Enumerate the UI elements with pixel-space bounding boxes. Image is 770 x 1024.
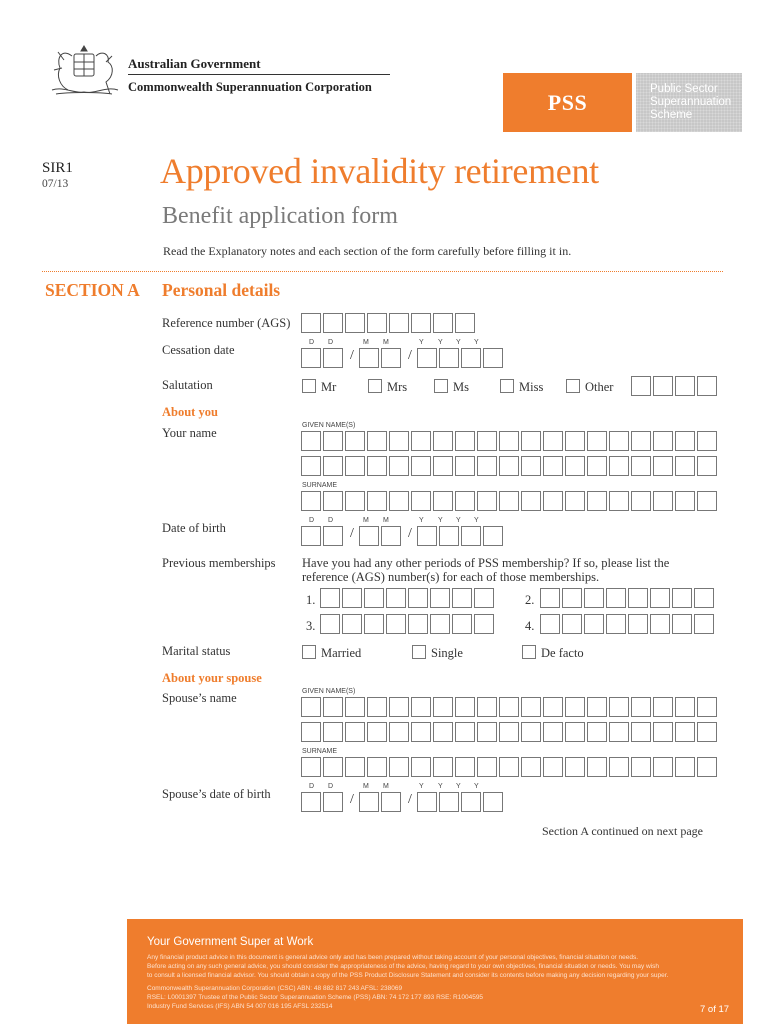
char-box[interactable] [386, 614, 406, 634]
char-box[interactable] [540, 588, 560, 608]
scheme-line-1: Public Sector [650, 83, 718, 95]
char-box[interactable] [653, 376, 673, 396]
char-box[interactable] [499, 456, 519, 476]
char-box[interactable] [455, 722, 475, 742]
date-hint-y: Y [456, 517, 461, 524]
char-box[interactable] [433, 722, 453, 742]
given-names-field-2[interactable] [301, 456, 719, 476]
pss-badge-label: PSS [547, 89, 588, 115]
char-box[interactable] [543, 431, 563, 451]
char-box[interactable] [323, 526, 343, 546]
continued-note: Section A continued on next page [542, 824, 703, 838]
footer-disclaimer-2: Before acting on any such general advice, you should consider the appropriateness of the advice, having regard to your own objectives, financial situation or needs. You may wish [147, 963, 660, 970]
char-box[interactable] [411, 697, 431, 717]
char-box[interactable] [609, 456, 629, 476]
married-label: Married [321, 646, 362, 660]
surname-hint: SURNAME [302, 482, 338, 489]
char-box[interactable] [499, 431, 519, 451]
char-box[interactable] [477, 722, 497, 742]
char-box[interactable] [323, 348, 343, 368]
form-date: 07/13 [42, 178, 69, 190]
scheme-description [636, 73, 742, 132]
char-box[interactable] [631, 431, 651, 451]
char-box[interactable] [474, 588, 494, 608]
char-box[interactable] [430, 614, 450, 634]
char-box[interactable] [653, 722, 673, 742]
membership-number-4-label: 4. [525, 619, 535, 633]
reference-label: Reference number (AGS) [162, 316, 291, 330]
char-box[interactable] [411, 431, 431, 451]
char-box[interactable] [411, 456, 431, 476]
char-box[interactable] [672, 588, 692, 608]
reference-number-field[interactable] [301, 313, 477, 333]
char-box[interactable] [301, 792, 321, 812]
spouse-given-names-field-2[interactable] [301, 722, 719, 742]
char-box[interactable] [389, 313, 409, 333]
scheme-line-3: Scheme [650, 109, 693, 121]
char-box[interactable] [521, 431, 541, 451]
date-hint-m: M [363, 339, 369, 346]
char-box[interactable] [521, 757, 541, 777]
char-box[interactable] [675, 491, 695, 511]
char-box[interactable] [439, 792, 459, 812]
char-box[interactable] [439, 348, 459, 368]
char-box[interactable] [301, 722, 321, 742]
your-name-label: Your name [162, 426, 217, 440]
char-box[interactable] [389, 757, 409, 777]
char-box[interactable] [301, 491, 321, 511]
char-box[interactable] [675, 697, 695, 717]
date-hint-y: Y [419, 517, 424, 524]
footer-rsel: RSEL: L0001397 Trustee of the Public Sector Superannuation Scheme (PSS) ABN: 74 172 177 893 RSE: R1004595 [147, 994, 484, 1001]
char-box[interactable] [367, 722, 387, 742]
date-hint-m: M [363, 517, 369, 524]
date-separator: / [350, 792, 354, 807]
char-box[interactable] [477, 456, 497, 476]
char-box[interactable] [521, 697, 541, 717]
char-box[interactable] [609, 431, 629, 451]
char-box[interactable] [301, 313, 321, 333]
char-box[interactable] [301, 348, 321, 368]
date-hint-y: Y [438, 339, 443, 346]
char-box[interactable] [609, 757, 629, 777]
char-box[interactable] [483, 792, 503, 812]
char-box[interactable] [389, 697, 409, 717]
char-box[interactable] [562, 614, 582, 634]
char-box[interactable] [301, 757, 321, 777]
date-hint-y: Y [474, 783, 479, 790]
char-box[interactable] [364, 588, 384, 608]
char-box[interactable] [367, 431, 387, 451]
cessation-label: Cessation date [162, 343, 235, 357]
char-box[interactable] [694, 588, 714, 608]
date-hint-m: M [383, 339, 389, 346]
char-box[interactable] [631, 491, 651, 511]
about-spouse-heading: About your spouse [162, 671, 262, 685]
char-box[interactable] [367, 697, 387, 717]
date-hint-y: Y [474, 339, 479, 346]
date-hint-y: Y [456, 783, 461, 790]
char-box[interactable] [631, 376, 651, 396]
char-box[interactable] [565, 722, 585, 742]
char-box[interactable] [455, 757, 475, 777]
char-box[interactable] [430, 588, 450, 608]
char-box[interactable] [565, 697, 585, 717]
char-box[interactable] [389, 431, 409, 451]
form-intro: Read the Explanatory notes and each section of the form carefully before filling it in. [163, 244, 572, 258]
char-box[interactable] [587, 491, 607, 511]
char-box[interactable] [606, 588, 626, 608]
char-box[interactable] [433, 491, 453, 511]
char-box[interactable] [345, 722, 365, 742]
form-title: Approved invalidity retirement [160, 151, 599, 191]
char-box[interactable] [697, 431, 717, 451]
char-box[interactable] [411, 313, 431, 333]
char-box[interactable] [631, 697, 651, 717]
char-box[interactable] [653, 431, 673, 451]
char-box[interactable] [675, 757, 695, 777]
char-box[interactable] [323, 792, 343, 812]
char-box[interactable] [650, 588, 670, 608]
char-box[interactable] [628, 614, 648, 634]
membership-number-2-label: 2. [525, 593, 535, 607]
char-box[interactable] [323, 491, 343, 511]
char-box[interactable] [452, 588, 472, 608]
char-box[interactable] [628, 588, 648, 608]
char-box[interactable] [565, 431, 585, 451]
char-box[interactable] [697, 376, 717, 396]
other-label: Other [585, 380, 614, 394]
char-box[interactable] [301, 431, 321, 451]
char-box[interactable] [345, 313, 365, 333]
footer-ifs: Industry Fund Services (IFS) ABN 54 007 016 195 AFSL 232514 [147, 1003, 333, 1010]
char-box[interactable] [345, 456, 365, 476]
mrs-label: Mrs [387, 380, 408, 394]
coat-of-arms-icon [44, 42, 124, 102]
membership-number-1-field[interactable] [320, 588, 496, 608]
previous-memberships-label: Previous memberships [162, 556, 276, 570]
char-box[interactable] [455, 456, 475, 476]
footer-title: Your Government Super at Work [147, 936, 314, 948]
char-box[interactable] [417, 526, 437, 546]
page-number: 7 of 17 [700, 1004, 730, 1015]
date-separator: / [350, 526, 354, 541]
miss-label: Miss [519, 380, 544, 394]
date-separator: / [408, 348, 412, 363]
char-box[interactable] [697, 757, 717, 777]
membership-number-1-label: 1. [306, 593, 316, 607]
char-box[interactable] [323, 757, 343, 777]
char-box[interactable] [653, 697, 673, 717]
form-subtitle: Benefit application form [162, 203, 398, 229]
char-box[interactable] [461, 792, 481, 812]
char-box[interactable] [381, 348, 401, 368]
char-box[interactable] [609, 491, 629, 511]
previous-question-line-1: Have you had any other periods of PSS membership? If so, please list the [302, 556, 670, 570]
char-box[interactable] [408, 614, 428, 634]
char-box[interactable] [345, 491, 365, 511]
char-box[interactable] [386, 588, 406, 608]
char-box[interactable] [650, 614, 670, 634]
mr-label: Mr [321, 380, 337, 394]
char-box[interactable] [389, 722, 409, 742]
char-box[interactable] [439, 526, 459, 546]
de-facto-checkbox[interactable] [522, 645, 536, 659]
char-box[interactable] [323, 697, 343, 717]
surname-field[interactable] [301, 491, 719, 511]
char-box[interactable] [606, 614, 626, 634]
date-hint-d: D [309, 783, 315, 790]
membership-number-2-field[interactable] [540, 588, 716, 608]
char-box[interactable] [521, 456, 541, 476]
char-box[interactable] [461, 348, 481, 368]
char-box[interactable] [477, 757, 497, 777]
spouse-dob-field[interactable] [301, 792, 505, 812]
char-box[interactable] [587, 757, 607, 777]
date-hint-m: M [383, 517, 389, 524]
char-box[interactable] [417, 348, 437, 368]
char-box[interactable] [367, 491, 387, 511]
char-box[interactable] [543, 456, 563, 476]
about-you-heading: About you [162, 405, 218, 419]
char-box[interactable] [345, 697, 365, 717]
char-box[interactable] [587, 697, 607, 717]
char-box[interactable] [411, 757, 431, 777]
char-box[interactable] [584, 614, 604, 634]
date-hint-y: Y [419, 783, 424, 790]
char-box[interactable] [521, 722, 541, 742]
char-box[interactable] [389, 456, 409, 476]
char-box[interactable] [345, 757, 365, 777]
given-names-hint: GIVEN NAME(S) [302, 422, 356, 429]
spouse-given-names-hint: GIVEN NAME(S) [302, 688, 356, 695]
char-box[interactable] [587, 456, 607, 476]
date-separator: / [408, 526, 412, 541]
char-box[interactable] [631, 456, 651, 476]
char-box[interactable] [694, 614, 714, 634]
date-hint-y: Y [438, 783, 443, 790]
char-box[interactable] [359, 792, 379, 812]
single-checkbox[interactable] [412, 645, 426, 659]
char-box[interactable] [565, 456, 585, 476]
char-box[interactable] [587, 722, 607, 742]
spouse-given-names-field-1[interactable] [301, 697, 719, 717]
ms-label: Ms [453, 380, 469, 394]
char-box[interactable] [381, 526, 401, 546]
spouse-name-label: Spouse’s name [162, 691, 237, 705]
char-box[interactable] [301, 697, 321, 717]
char-box[interactable] [477, 431, 497, 451]
date-hint-d: D [328, 339, 334, 346]
footer-disclaimer-3: to consult a licensed financial advisor. You should obtain a copy of the PSS Product Disclosure Statement and consider its contents before making any decision regarding your super. [147, 972, 669, 979]
spouse-surname-field[interactable] [301, 757, 719, 777]
char-box[interactable] [499, 722, 519, 742]
char-box[interactable] [342, 588, 362, 608]
footer-csc: Commonwealth Superannuation Corporation (CSC) ABN: 48 882 817 243 AFSL: 238069 [147, 985, 403, 992]
char-box[interactable] [543, 757, 563, 777]
scheme-line-2: Superannuation [650, 96, 732, 108]
date-hint-d: D [309, 339, 315, 346]
char-box[interactable] [408, 588, 428, 608]
date-hint-y: Y [456, 339, 461, 346]
char-box[interactable] [675, 431, 695, 451]
char-box[interactable] [543, 491, 563, 511]
char-box[interactable] [461, 526, 481, 546]
char-box[interactable] [672, 614, 692, 634]
miss-checkbox[interactable] [500, 379, 514, 393]
char-box[interactable] [389, 491, 409, 511]
date-separator: / [408, 792, 412, 807]
char-box[interactable] [367, 456, 387, 476]
date-hint-y: Y [474, 517, 479, 524]
char-box[interactable] [359, 348, 379, 368]
char-box[interactable] [320, 614, 340, 634]
char-box[interactable] [433, 431, 453, 451]
char-box[interactable] [301, 456, 321, 476]
date-hint-d: D [328, 783, 334, 790]
char-box[interactable] [411, 722, 431, 742]
membership-number-4-field[interactable] [540, 614, 716, 634]
char-box[interactable] [323, 431, 343, 451]
char-box[interactable] [565, 491, 585, 511]
footer-disclaimer-1: Any financial product advice in this document is general advice only and has been prepared without taking account of your personal objectives, financial situation or needs. [147, 954, 639, 961]
char-box[interactable] [543, 697, 563, 717]
de-facto-label: De facto [541, 646, 584, 660]
date-hint-m: M [383, 783, 389, 790]
char-box[interactable] [433, 757, 453, 777]
char-box[interactable] [483, 348, 503, 368]
char-box[interactable] [320, 588, 340, 608]
dob-label: Date of birth [162, 521, 226, 535]
char-box[interactable] [345, 431, 365, 451]
corporation-name: Commonwealth Superannuation Corporation [128, 80, 372, 94]
char-box[interactable] [433, 697, 453, 717]
char-box[interactable] [411, 491, 431, 511]
other-checkbox[interactable] [566, 379, 580, 393]
char-box[interactable] [631, 722, 651, 742]
char-box[interactable] [653, 456, 673, 476]
char-box[interactable] [631, 757, 651, 777]
char-box[interactable] [540, 614, 560, 634]
date-hint-y: Y [419, 339, 424, 346]
char-box[interactable] [543, 722, 563, 742]
char-box[interactable] [499, 491, 519, 511]
married-checkbox[interactable] [302, 645, 316, 659]
cessation-date-field[interactable] [301, 348, 505, 368]
char-box[interactable] [342, 614, 362, 634]
char-box[interactable] [323, 722, 343, 742]
char-box[interactable] [364, 614, 384, 634]
marital-status-label: Marital status [162, 644, 231, 658]
char-box[interactable] [433, 313, 453, 333]
form-code: SIR1 [42, 160, 73, 176]
char-box[interactable] [455, 697, 475, 717]
char-box[interactable] [455, 431, 475, 451]
char-box[interactable] [697, 722, 717, 742]
char-box[interactable] [477, 697, 497, 717]
char-box[interactable] [452, 614, 472, 634]
given-names-field-1[interactable] [301, 431, 719, 451]
char-box[interactable] [697, 491, 717, 511]
section-label: SECTION A [45, 280, 140, 300]
mrs-checkbox[interactable] [368, 379, 382, 393]
char-box[interactable] [323, 456, 343, 476]
section-divider [42, 271, 723, 272]
spouse-surname-hint: SURNAME [302, 748, 338, 755]
char-box[interactable] [433, 456, 453, 476]
char-box[interactable] [455, 313, 475, 333]
pss-badge [503, 73, 632, 132]
header-divider [128, 74, 390, 75]
ms-checkbox[interactable] [434, 379, 448, 393]
previous-question-line-2: reference (AGS) number(s) for each of those memberships. [302, 570, 600, 584]
membership-number-3-label: 3. [306, 619, 316, 633]
spouse-dob-label: Spouse’s date of birth [162, 787, 271, 801]
date-hint-y: Y [438, 517, 443, 524]
char-box[interactable] [521, 491, 541, 511]
date-hint-d: D [328, 517, 334, 524]
char-box[interactable] [323, 313, 343, 333]
government-name: Australian Government [128, 56, 261, 71]
dob-field[interactable] [301, 526, 505, 546]
membership-number-3-field[interactable] [320, 614, 496, 634]
char-box[interactable] [367, 313, 387, 333]
section-title: Personal details [162, 280, 281, 300]
char-box[interactable] [474, 614, 494, 634]
char-box[interactable] [609, 722, 629, 742]
char-box[interactable] [499, 757, 519, 777]
char-box[interactable] [301, 526, 321, 546]
char-box[interactable] [562, 588, 582, 608]
char-box[interactable] [697, 456, 717, 476]
char-box[interactable] [359, 526, 379, 546]
char-box[interactable] [367, 757, 387, 777]
mr-checkbox[interactable] [302, 379, 316, 393]
char-box[interactable] [499, 697, 519, 717]
char-box[interactable] [483, 526, 503, 546]
char-box[interactable] [587, 431, 607, 451]
char-box[interactable] [417, 792, 437, 812]
char-box[interactable] [675, 456, 695, 476]
single-label: Single [431, 646, 463, 660]
other-salutation-field[interactable] [631, 376, 719, 396]
date-separator: / [350, 348, 354, 363]
char-box[interactable] [697, 697, 717, 717]
date-hint-m: M [363, 783, 369, 790]
salutation-label: Salutation [162, 378, 213, 392]
char-box[interactable] [653, 491, 673, 511]
char-box[interactable] [675, 722, 695, 742]
char-box[interactable] [477, 491, 497, 511]
date-hint-d: D [309, 517, 315, 524]
char-box[interactable] [653, 757, 673, 777]
char-box[interactable] [675, 376, 695, 396]
char-box[interactable] [381, 792, 401, 812]
char-box[interactable] [565, 757, 585, 777]
char-box[interactable] [455, 491, 475, 511]
char-box[interactable] [609, 697, 629, 717]
char-box[interactable] [584, 588, 604, 608]
